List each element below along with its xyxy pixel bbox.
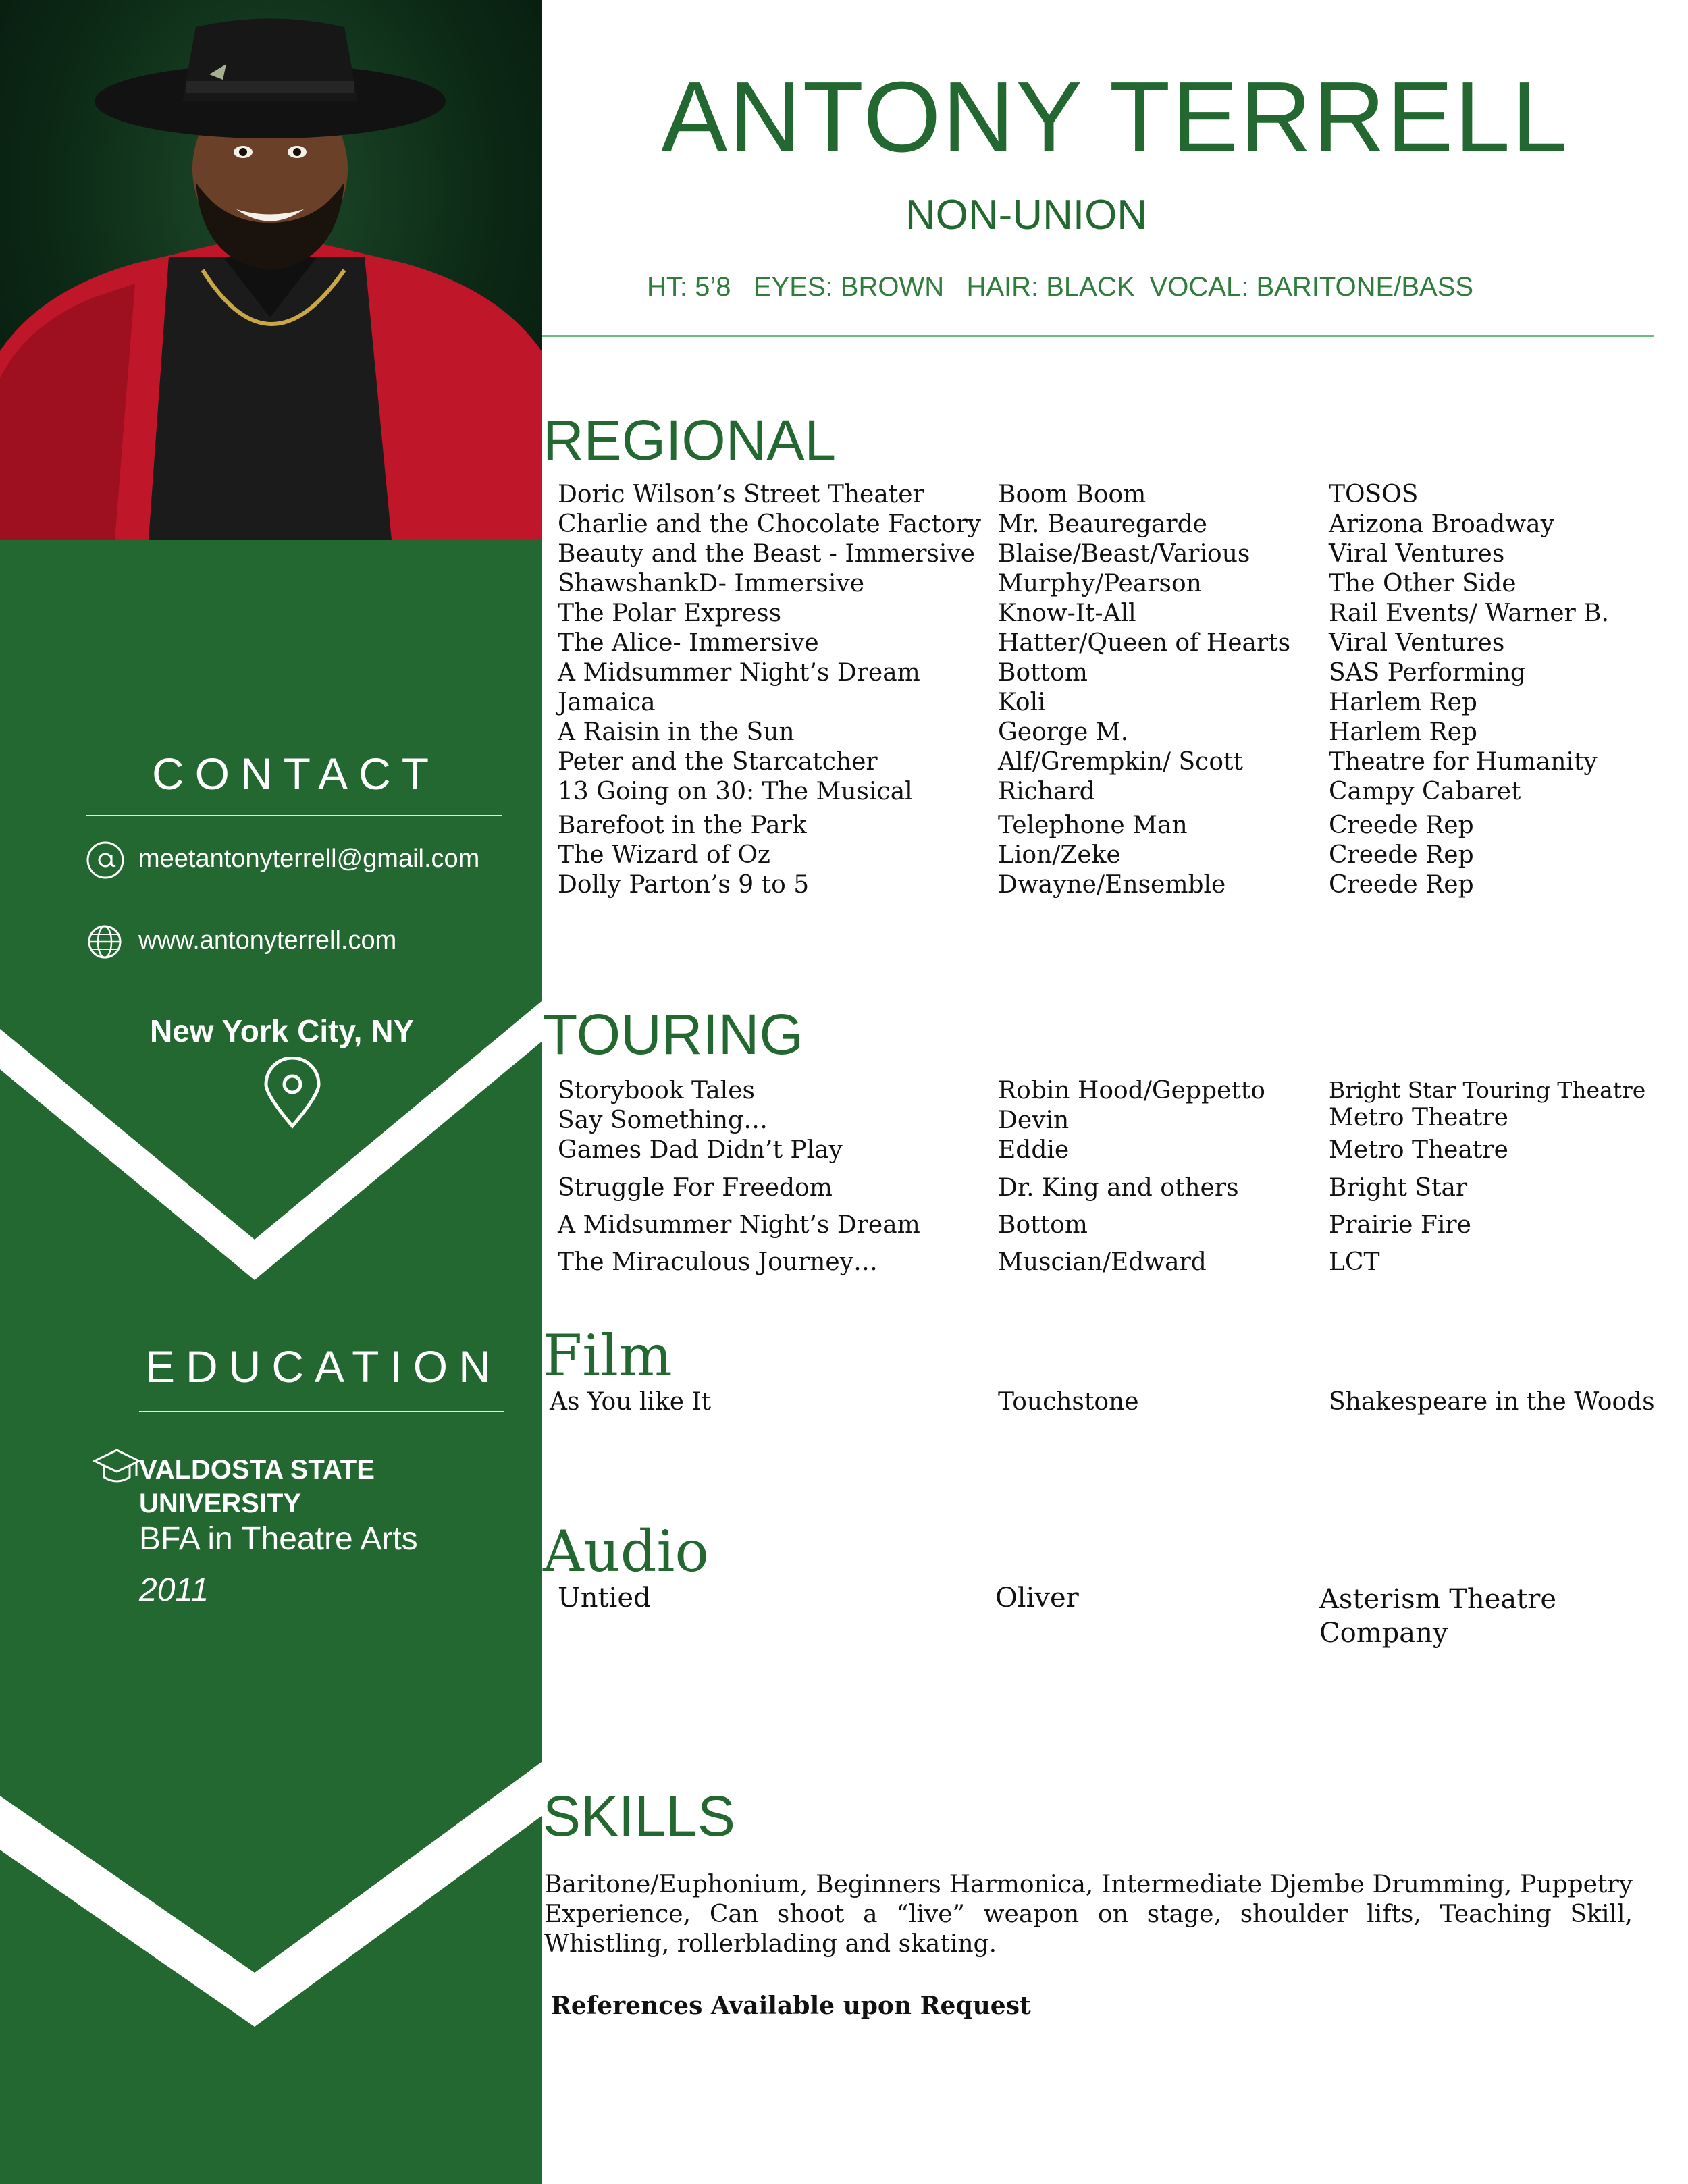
credit-company bbox=[1319, 1582, 1556, 1650]
credit-role: Blaise/Beast/Various bbox=[998, 540, 1250, 568]
credit-company: Creede Rep bbox=[1329, 811, 1474, 839]
credit-row bbox=[558, 1248, 1652, 1278]
education-divider bbox=[139, 1411, 504, 1412]
credit-role: Boom Boom bbox=[998, 481, 1146, 508]
credit-company: Shakespeare in the Woods bbox=[1329, 1388, 1655, 1416]
credit-show: Dolly Parton’s 9 to 5 bbox=[558, 871, 810, 899]
sidebar bbox=[0, 0, 542, 2184]
credit-role: Murphy/Pearson bbox=[998, 570, 1202, 597]
degree-text: BFA in Theatre Arts bbox=[139, 1521, 418, 1557]
credit-company: TOSOS bbox=[1329, 481, 1419, 508]
credit-row bbox=[558, 689, 1652, 718]
physical-stats: HT: 5’8 EYES: BROWN HAIR: BLACK VOCAL: BARITONE/BASS bbox=[647, 272, 1474, 302]
credit-company: Viral Ventures bbox=[1329, 629, 1505, 657]
credit-row bbox=[558, 629, 1652, 659]
credit-company: Campy Cabaret bbox=[1329, 778, 1521, 805]
credit-company: Harlem Rep bbox=[1329, 689, 1477, 716]
credit-show: Untied bbox=[558, 1582, 651, 1614]
location-text: New York City, NY bbox=[150, 1013, 415, 1048]
headshot-illustration bbox=[0, 0, 542, 540]
credit-row bbox=[558, 811, 1652, 841]
audio-credits bbox=[558, 1582, 1652, 1650]
graduation-year: 2011 bbox=[139, 1572, 209, 1608]
credit-show: The Polar Express bbox=[558, 600, 782, 627]
contact-heading: CONTACT bbox=[152, 749, 440, 799]
skills-heading: SKILLS bbox=[543, 1784, 735, 1848]
globe-icon bbox=[86, 924, 123, 960]
credit-company: Metro Theatre bbox=[1329, 1104, 1508, 1131]
credit-show: Games Dad Didn’t Play bbox=[558, 1136, 843, 1164]
credit-row bbox=[558, 1582, 1652, 1650]
website-link[interactable]: www.antonyterrell.com bbox=[138, 926, 397, 955]
credit-role: Robin Hood/Geppetto bbox=[998, 1077, 1265, 1104]
credit-show: Jamaica bbox=[558, 689, 656, 716]
credit-company: Metro Theatre bbox=[1329, 1136, 1508, 1164]
credit-row bbox=[558, 540, 1652, 570]
credit-show: The Alice- Immersive bbox=[558, 629, 819, 657]
credit-show: Charlie and the Chocolate Factory bbox=[558, 510, 981, 538]
headshot-photo bbox=[0, 0, 542, 540]
credit-row bbox=[558, 510, 1652, 540]
credit-company: The Other Side bbox=[1329, 570, 1516, 597]
credit-show: ShawshankD- Immersive bbox=[558, 570, 865, 597]
credit-role: Telephone Man bbox=[998, 811, 1188, 839]
credit-row bbox=[558, 841, 1652, 871]
credit-role: Alf/Grempkin/ Scott bbox=[998, 748, 1243, 776]
credit-show: 13 Going on 30: The Musical bbox=[558, 778, 913, 805]
union-status: NON-UNION bbox=[905, 192, 1148, 238]
credit-role: Touchstone bbox=[998, 1388, 1139, 1416]
credit-role: Richard bbox=[998, 778, 1095, 805]
credit-row bbox=[558, 1174, 1652, 1211]
credit-show: Storybook Tales bbox=[558, 1077, 755, 1104]
actor-name: ANTONY TERRELL bbox=[660, 61, 1569, 173]
credit-show: Beauty and the Beast - Immersive bbox=[558, 540, 976, 568]
school-name bbox=[139, 1453, 375, 1520]
credit-row bbox=[558, 1104, 1652, 1136]
credit-company: Prairie Fire bbox=[1329, 1211, 1471, 1239]
credit-show: The Wizard of Oz bbox=[558, 841, 770, 869]
credit-role: Know-It-All bbox=[998, 600, 1136, 627]
header-divider bbox=[542, 335, 1654, 337]
credit-company: Bright Star bbox=[1329, 1174, 1468, 1202]
chevron-decoration-bottom bbox=[0, 1735, 542, 2046]
credit-role: Lion/Zeke bbox=[998, 841, 1121, 869]
credit-company: Bright Star Touring Theatre bbox=[1329, 1077, 1646, 1103]
credit-role: Koli bbox=[998, 689, 1046, 716]
credit-company: Creede Rep bbox=[1329, 841, 1474, 869]
credit-role: Hatter/Queen of Hearts bbox=[998, 629, 1291, 657]
touring-heading: TOURING bbox=[543, 1003, 803, 1066]
credit-show: Struggle For Freedom bbox=[558, 1174, 833, 1202]
credit-company: Creede Rep bbox=[1329, 871, 1474, 899]
audio-heading: Audio bbox=[543, 1518, 709, 1584]
credit-role: Muscian/Edward bbox=[998, 1248, 1207, 1276]
credit-show: A Midsummer Night’s Dream bbox=[558, 1211, 920, 1239]
credit-company: Viral Ventures bbox=[1329, 540, 1505, 568]
map-pin-icon bbox=[262, 1057, 323, 1129]
credit-row bbox=[558, 871, 1652, 901]
education-heading: EDUCATION bbox=[145, 1341, 502, 1391]
credit-company: Theatre for Humanity bbox=[1329, 748, 1598, 776]
credit-company: Arizona Broadway bbox=[1329, 510, 1554, 538]
credit-role: George M. bbox=[998, 718, 1129, 746]
credit-row bbox=[558, 1077, 1652, 1107]
credit-show: Say Something… bbox=[558, 1107, 768, 1134]
credit-show: Doric Wilson’s Street Theater bbox=[558, 481, 924, 508]
credit-company: Rail Events/ Warner B. bbox=[1329, 600, 1610, 627]
graduation-cap-icon bbox=[92, 1446, 142, 1489]
email-link[interactable]: meetantonyterrell@gmail.com bbox=[138, 845, 480, 873]
credit-show: As You like It bbox=[550, 1388, 712, 1416]
credit-role: Bottom bbox=[998, 1211, 1088, 1239]
credit-row bbox=[558, 1211, 1652, 1248]
credit-row bbox=[558, 659, 1652, 689]
credit-role: Eddie bbox=[998, 1136, 1070, 1164]
credit-role: Dwayne/Ensemble bbox=[998, 871, 1226, 899]
credit-company: Harlem Rep bbox=[1329, 718, 1477, 746]
credit-role: Dr. King and others bbox=[998, 1174, 1239, 1202]
credit-row bbox=[558, 600, 1652, 629]
at-icon bbox=[85, 840, 126, 880]
school-name-line2: UNIVERSITY bbox=[139, 1489, 302, 1518]
credit-show: Peter and the Starcatcher bbox=[558, 748, 878, 776]
credit-role: Oliver bbox=[995, 1582, 1079, 1614]
credit-row bbox=[558, 748, 1652, 778]
credit-role: Mr. Beauregarde bbox=[998, 510, 1207, 538]
credit-row bbox=[558, 481, 1652, 510]
credit-row bbox=[558, 718, 1652, 748]
credit-role: Bottom bbox=[998, 659, 1088, 687]
credit-row bbox=[558, 570, 1652, 600]
credit-role: Devin bbox=[998, 1107, 1070, 1134]
film-heading: Film bbox=[543, 1323, 672, 1389]
credit-show: A Raisin in the Sun bbox=[558, 718, 795, 746]
credit-company-line1: Asterism Theatre bbox=[1319, 1584, 1557, 1615]
credit-company: SAS Performing bbox=[1329, 659, 1526, 687]
credit-show: A Midsummer Night’s Dream bbox=[558, 659, 920, 687]
school-name-line1: VALDOSTA STATE bbox=[139, 1455, 375, 1485]
skills-text: Baritone/Euphonium, Beginners Harmonica, Intermediate Djembe Drumming, Puppetry Experience, Can shoot a “live” weapon on stage, shoulder lifts, Teaching Skill, Whistling, rollerblading and skating. bbox=[544, 1871, 1633, 1958]
credit-company-line2: Company bbox=[1319, 1618, 1448, 1649]
regional-credits bbox=[558, 481, 1652, 901]
credit-show: Barefoot in the Park bbox=[558, 811, 807, 839]
credit-row bbox=[558, 778, 1652, 811]
touring-credits bbox=[558, 1077, 1652, 1278]
regional-heading: REGIONAL bbox=[543, 408, 837, 472]
credit-show: The Miraculous Journey… bbox=[558, 1248, 878, 1276]
credit-row bbox=[550, 1388, 1655, 1418]
references-note: References Available upon Request bbox=[551, 1992, 1031, 2020]
credit-company: LCT bbox=[1329, 1248, 1380, 1276]
credit-row bbox=[558, 1136, 1652, 1174]
film-credits bbox=[550, 1388, 1655, 1418]
contact-divider bbox=[86, 815, 502, 816]
